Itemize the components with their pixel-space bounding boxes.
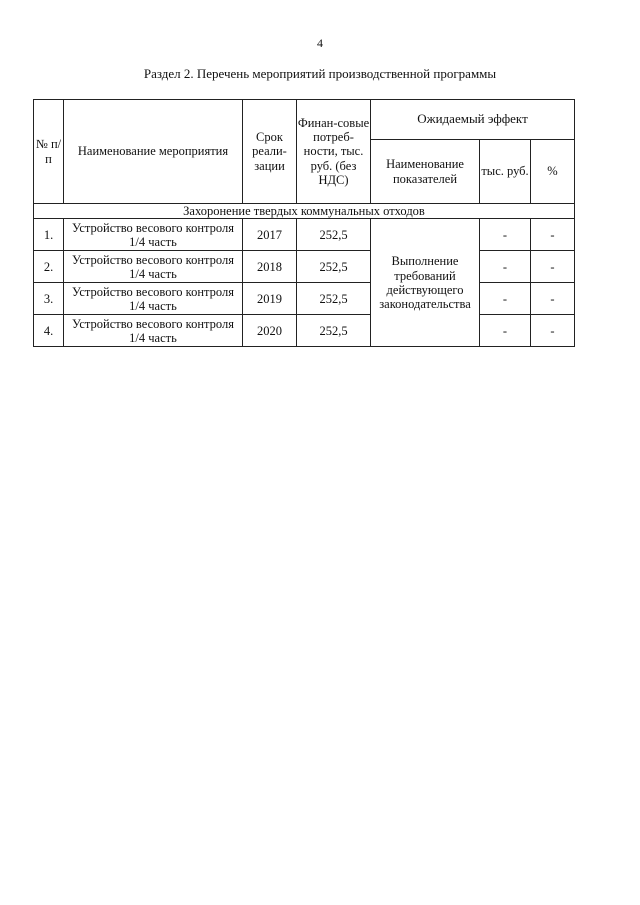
header-financing: Финан-совые потреб-ности, тыс. руб. (без НДС) bbox=[297, 100, 371, 204]
row-thousand-rub: - bbox=[480, 315, 531, 347]
header-indicator-name: Наименование показателей bbox=[371, 140, 480, 204]
program-table bbox=[33, 99, 575, 347]
row-year: 2019 bbox=[243, 283, 297, 315]
header-percent: % bbox=[531, 140, 575, 204]
row-year: 2018 bbox=[243, 251, 297, 283]
table-row bbox=[34, 315, 575, 347]
row-amount: 252,5 bbox=[297, 251, 371, 283]
row-name: Устройство весового контроля 1/4 часть bbox=[64, 251, 243, 283]
row-percent: - bbox=[531, 251, 575, 283]
table-row bbox=[34, 283, 575, 315]
row-amount: 252,5 bbox=[297, 315, 371, 347]
row-num: 1. bbox=[34, 219, 64, 251]
row-percent: - bbox=[531, 315, 575, 347]
row-percent: - bbox=[531, 219, 575, 251]
table-row bbox=[34, 251, 575, 283]
row-name: Устройство весового контроля 1/4 часть bbox=[64, 283, 243, 315]
row-amount: 252,5 bbox=[297, 283, 371, 315]
page-number: 4 bbox=[317, 36, 323, 50]
section-label: Захоронение твердых коммунальных отходов bbox=[34, 204, 575, 219]
row-num: 3. bbox=[34, 283, 64, 315]
effect-text: Выполнение требований действующего законодательства bbox=[371, 219, 480, 347]
header-name: Наименование мероприятия bbox=[64, 100, 243, 204]
header-num: № п/п bbox=[34, 100, 64, 204]
row-thousand-rub: - bbox=[480, 251, 531, 283]
row-year: 2020 bbox=[243, 315, 297, 347]
row-name: Устройство весового контроля 1/4 часть bbox=[64, 315, 243, 347]
row-amount: 252,5 bbox=[297, 219, 371, 251]
row-thousand-rub: - bbox=[480, 219, 531, 251]
table-row bbox=[34, 219, 575, 251]
row-year: 2017 bbox=[243, 219, 297, 251]
header-expected-effect: Ожидаемый эффект bbox=[371, 100, 575, 140]
row-num: 2. bbox=[34, 251, 64, 283]
row-thousand-rub: - bbox=[480, 283, 531, 315]
row-percent: - bbox=[531, 283, 575, 315]
row-num: 4. bbox=[34, 315, 64, 347]
row-name: Устройство весового контроля 1/4 часть bbox=[64, 219, 243, 251]
header-period: Срок реали-зации bbox=[243, 100, 297, 204]
section-title: Раздел 2. Перечень мероприятий производственной программы bbox=[143, 66, 497, 81]
header-thousand-rub: тыс. руб. bbox=[480, 140, 531, 204]
